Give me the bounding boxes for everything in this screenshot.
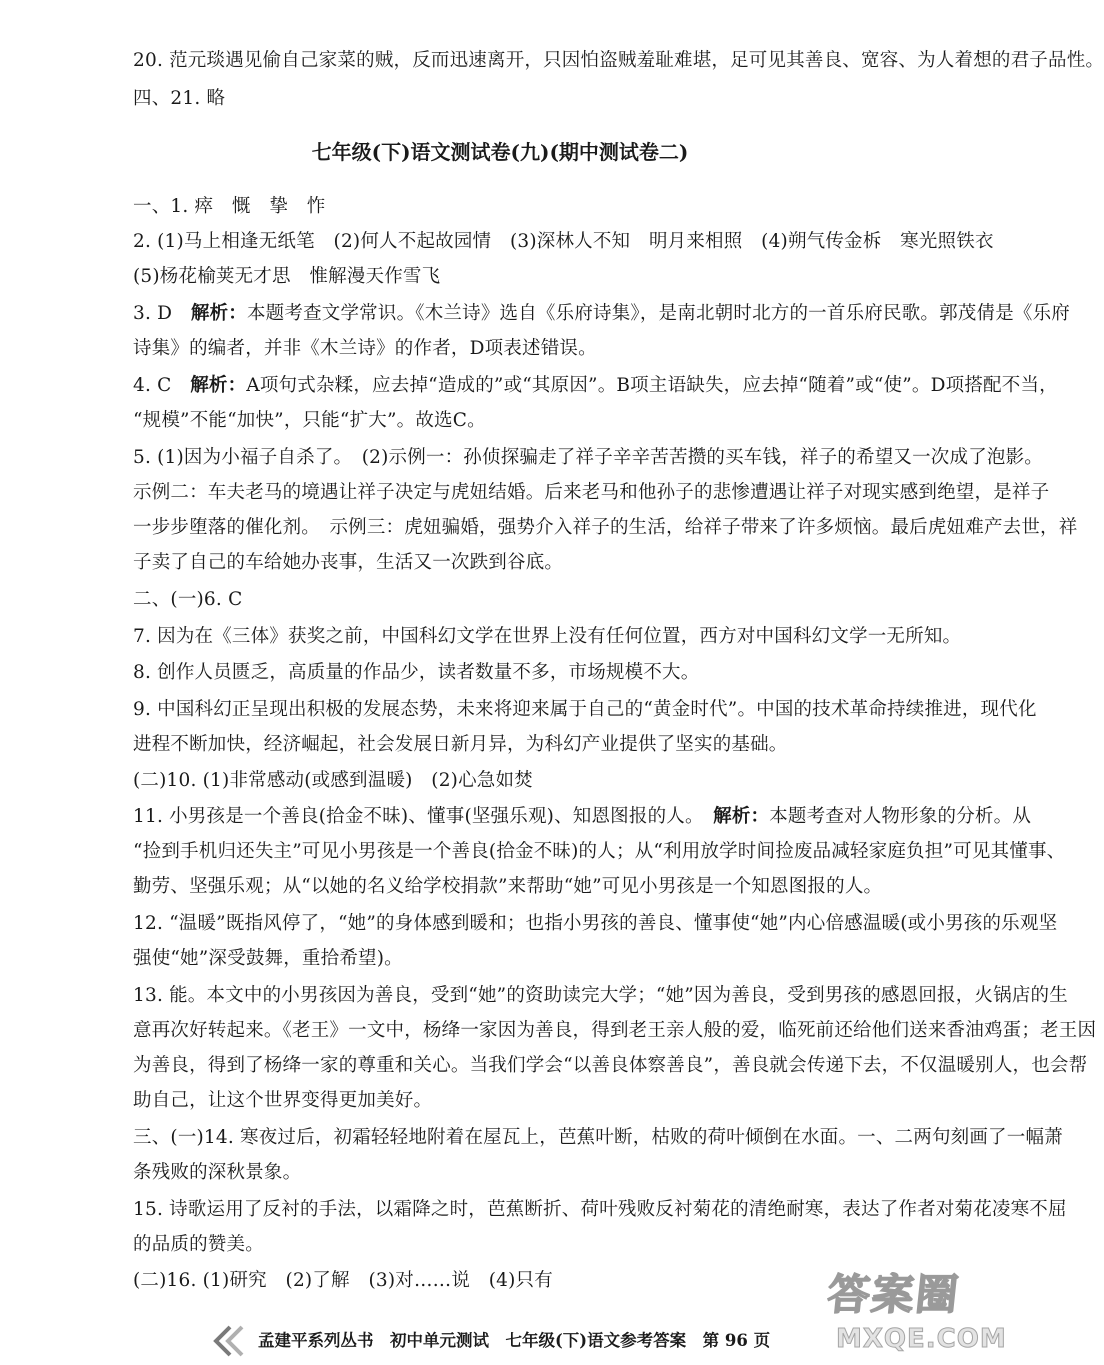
analysis-label: 解析： <box>713 806 770 827</box>
answer-q3-text: 本题考查文学常识。《木兰诗》选自《乐府诗集》，是南北朝时北方的一首乐府民歌。郭茂倩是《乐府 <box>246 303 1070 324</box>
answer-q12: 12. “温暖”既指风停了，“她”的身体感到暖和；也指小男孩的善良、懂事使“她”内心倍感温暖(或小男孩的乐观坚 <box>133 913 1058 934</box>
answer-q15-cont: 的品质的赞美。 <box>133 1234 264 1255</box>
answer-q7: 7. 因为在《三体》获奖之前，中国科幻文学在世界上没有任何位置，西方对中国科幻文学一无所知。 <box>133 626 962 647</box>
answer-q11-cont-2: 勤劳、坚强乐观；从“以她的名义给学校捐款”来帮助“她”可见小男孩是一个知恩图报的人。 <box>133 876 883 897</box>
section-four-heading: 四、21. 略 <box>133 88 226 109</box>
answer-q2-cont: (5)杨花榆荚无才思 惟解漫天作雪飞 <box>133 266 441 287</box>
test-title: 七年级(下)语文测试卷(九)(期中测试卷二) <box>311 140 689 164</box>
answer-q4-num: 4. C <box>133 375 191 396</box>
answer-q11-num: 11. 小男孩是一个善良(拾金不昧)、懂事(坚强乐观)、知恩图报的人。 <box>133 806 714 827</box>
answer-q4-text: A项句式杂糅，应去掉“造成的”或“其原因”。B项主语缺失，应去掉“随着”或“使”。D项搭配不当， <box>246 375 1058 396</box>
answer-q4-cont: “规模”不能“加快”，只能“扩大”。故选C。 <box>133 410 486 431</box>
watermark-logo <box>822 1262 1007 1362</box>
answer-q15: 15. 诗歌运用了反衬的手法，以霜降之时，芭蕉断折、荷叶残败反衬菊花的清绝耐寒，表达了作者对菊花凌寒不屈 <box>133 1199 1067 1220</box>
answer-q4 <box>133 373 1058 399</box>
answer-q12-cont: 强使“她”深受鼓舞，重拾希望)。 <box>133 948 403 969</box>
answer-q2: 2. (1)马上相逢无纸笔 (2)何人不起故园情 (3)深林人不知 明月来相照 (4)朔气传金柝 寒光照铁衣 <box>133 231 994 252</box>
answer-q20: 20. 范元琰遇见偷自己家菜的贼，反而迅速离开，只因怕盗贼羞耻难堪，足可见其善良、宽容、为人着想的君子品性。 <box>133 50 1104 71</box>
answer-q8: 8. 创作人员匮乏，高质量的作品少，读者数量不多，市场规模不大。 <box>133 662 700 683</box>
chevron-left-icon <box>208 1324 248 1358</box>
answer-q5-cont-2: 一步步堕落的催化剂。 示例三：虎妞骗婚，强势介入祥子的生活，给祥子带来了许多烦恼。最后虎妞难产去世，祥 <box>133 517 1078 538</box>
footer-text: 孟建平系列丛书 初中单元测试 七年级(下)语文参考答案 第 96 页 <box>258 1331 771 1350</box>
answer-q13-cont-3: 助自己，让这个世界变得更加美好。 <box>133 1090 433 1111</box>
answer-q9: 9. 中国科幻正呈现出积极的发展态势，未来将迎来属于自己的“黄金时代”。中国的技术革命持续推进，现代化 <box>133 699 1037 720</box>
answer-q14-cont: 条残败的深秋景象。 <box>133 1162 302 1183</box>
answer-q13-cont-1: 意再次好转起来。《老王》一文中，杨绛一家因为善良，得到老王亲人般的爱，临死前还给他们送来香油鸡蛋；老王因 <box>133 1020 1097 1041</box>
watermark-url-text: MXQE.COM <box>836 1324 1007 1354</box>
answer-q11 <box>133 804 1031 830</box>
analysis-label: 解析： <box>190 303 247 324</box>
watermark-main-text: 答案圈 <box>825 1270 963 1319</box>
answer-q10: (二)10. (1)非常感动(或感到温暖) (2)心急如焚 <box>133 770 533 791</box>
answer-q11-cont-1: “捡到手机归还失主”可见小男孩是一个善良(拾金不昧)的人；从“利用放学时间捡废品减轻家庭负担”可见其懂事、 <box>133 841 1066 862</box>
answer-q16: (二)16. (1)研究 (2)了解 (3)对……说 (4)只有 <box>133 1270 553 1291</box>
answer-q11-text: 本题考查对人物形象的分析。从 <box>769 806 1032 827</box>
answer-q9-cont: 进程不断加快，经济崛起，社会发展日新月异，为科幻产业提供了坚实的基础。 <box>133 734 788 755</box>
answer-q5: 5. (1)因为小福子自杀了。 (2)示例一：孙侦探骗走了祥子辛辛苦苦攒的买车钱，祥子的希望又一次成了泡影。 <box>133 447 1043 468</box>
answer-q5-cont-1: 示例二：车夫老马的境遇让祥子决定与虎妞结婚。后来老马和他孙子的悲惨遭遇让祥子对现实感到绝望，是祥子 <box>133 482 1050 503</box>
answer-q13: 13. 能。本文中的小男孩因为善良，受到“她”的资助读完大学；“她”因为善良，受到男孩的感恩回报，火锅店的生 <box>133 985 1068 1006</box>
answer-q13-cont-2: 为善良，得到了杨绛一家的尊重和关心。当我们学会“以善良体察善良”，善良就会传递下去，不仅温暖别人，也会帮 <box>133 1055 1088 1076</box>
answer-q3-num: 3. D <box>133 303 191 324</box>
answer-q6: 二、(一)6. C <box>133 589 243 610</box>
analysis-label: 解析： <box>190 375 247 396</box>
answer-q1: 一、1. 瘁 慨 挚 怍 <box>133 196 326 217</box>
answer-q14: 三、(一)14. 寒夜过后，初霜轻轻地附着在屋瓦上，芭蕉叶断，枯败的荷叶倾倒在水面。一、二两句刻画了一幅萧 <box>133 1127 1063 1148</box>
answer-q5-cont-3: 子卖了自己的车给她办丧事，生活又一次跌到谷底。 <box>133 552 564 573</box>
answer-q3 <box>133 301 1070 327</box>
answer-q3-cont: 诗集》的编者，并非《木兰诗》的作者，D项表述错误。 <box>133 338 597 359</box>
